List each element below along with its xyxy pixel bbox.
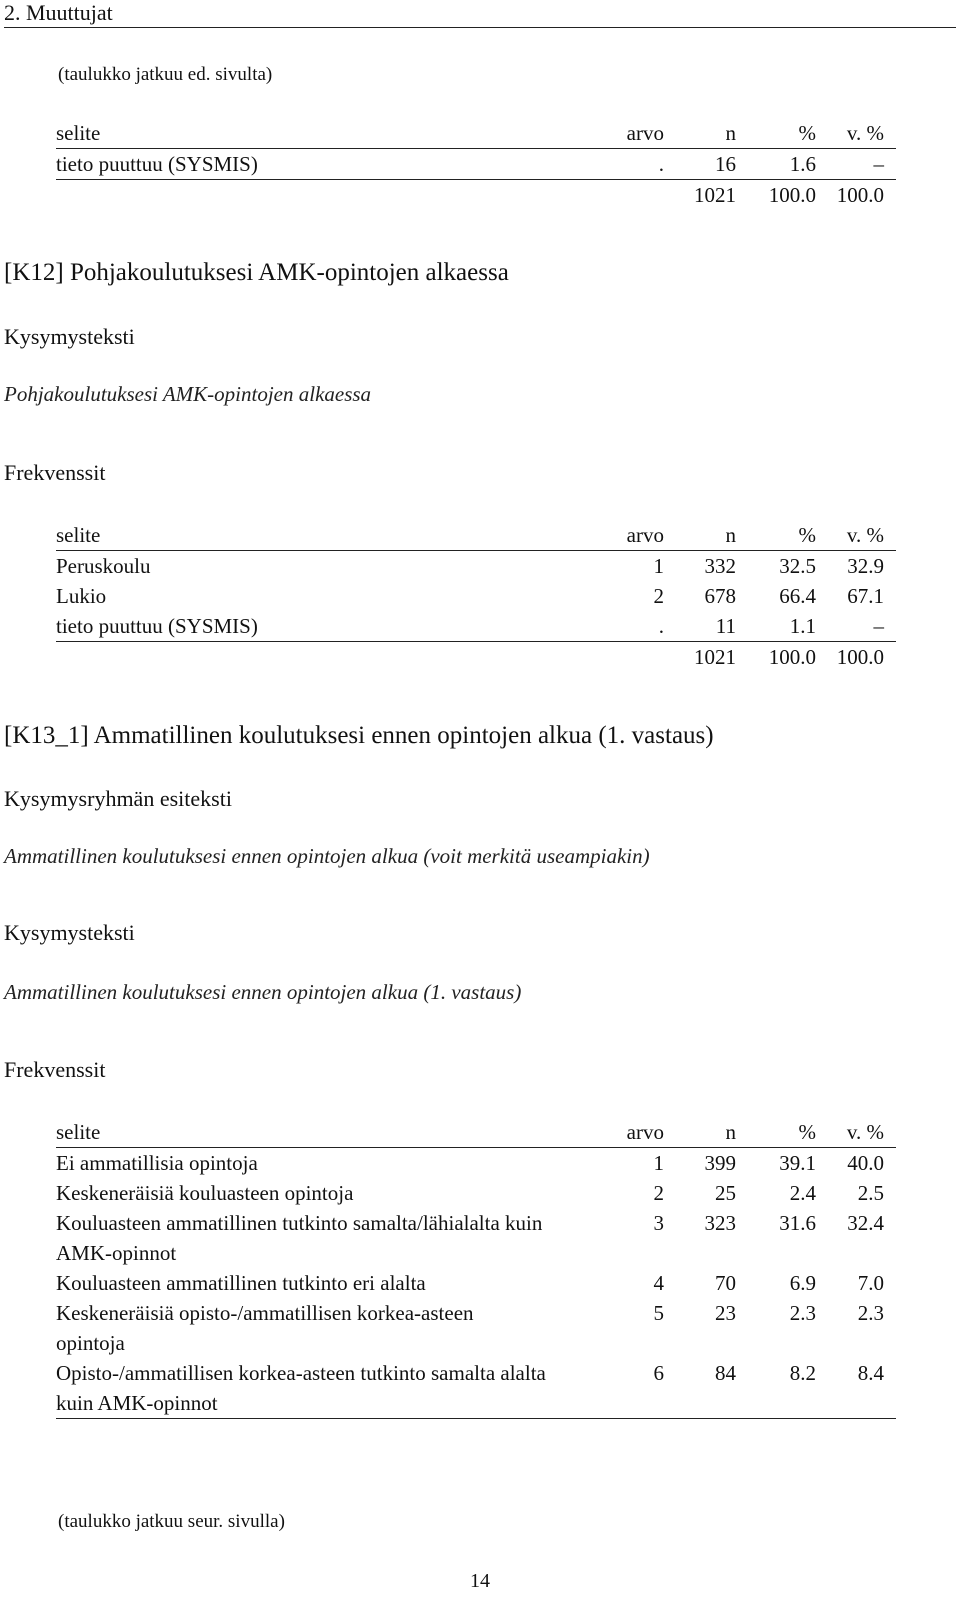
row-pct: 39.1 [779, 1151, 816, 1175]
continued-from-note: (taulukko jatkuu ed. sivulta) [58, 64, 273, 85]
col-header-value: arvo [596, 118, 664, 149]
row-label: Opisto-/ammatillisen korkea-asteen tutkinto samalta alalta kuin AMK-opinnot [56, 1358, 596, 1419]
row-pct: 1.6 [736, 149, 816, 180]
row-vpct: 32.4 [847, 1211, 884, 1235]
frequency-label-k13-1: Frekvenssit [4, 1057, 106, 1082]
table-header-row [56, 520, 896, 551]
table-row [56, 149, 896, 180]
total-pct: 100.0 [768, 183, 816, 207]
table-row [56, 1298, 896, 1358]
row-pct: 6.9 [789, 1271, 816, 1295]
group-text-k13-1: Ammatillinen koulutuksesi ennen opintojen alkua (voit merkitä useampiakin) [4, 844, 650, 868]
row-label: Kouluasteen ammatillinen tutkinto samalta/lähialalta kuin AMK-opinnot [56, 1211, 543, 1265]
row-vpct: 2.3 [857, 1301, 884, 1325]
col-header-pct: % [736, 118, 816, 149]
total-row [56, 180, 896, 211]
row-pct: 8.2 [736, 1358, 816, 1419]
row-n: 84 [664, 1358, 736, 1419]
question-label-k13-1: Kysymysteksti [4, 920, 135, 945]
row-n: 399 [704, 1151, 736, 1175]
section-title-k13-1: [K13_1] Ammatillinen koulutuksesi ennen opintojen alkua (1. vastaus) [4, 722, 714, 749]
table-row [56, 1358, 896, 1419]
row-vpct: 32.9 [847, 554, 884, 578]
col-header-n: n [664, 520, 736, 551]
row-pct: 66.4 [779, 584, 816, 608]
row-vpct: – [816, 611, 896, 642]
row-n: 323 [704, 1211, 736, 1235]
group-label-k13-1: Kysymysryhmän esiteksti [4, 786, 232, 811]
row-n: 678 [704, 584, 736, 608]
row-value: . [596, 149, 664, 180]
row-label: tieto puuttuu (SYSMIS) [56, 611, 596, 642]
row-value: 2 [653, 1181, 664, 1205]
row-vpct: 40.0 [847, 1151, 884, 1175]
row-vpct: 7.0 [857, 1271, 884, 1295]
running-head: 2. Muuttujat [4, 0, 113, 25]
frequency-table-continued [56, 118, 896, 210]
table-row [56, 581, 896, 611]
row-label: tieto puuttuu (SYSMIS) [56, 149, 596, 180]
total-row [56, 642, 896, 673]
row-vpct: 8.4 [816, 1358, 896, 1419]
row-value: 1 [653, 1151, 664, 1175]
total-n: 1021 [694, 645, 736, 669]
row-vpct: 67.1 [847, 584, 884, 608]
header-rule [4, 27, 956, 28]
row-label: Keskeneräisiä opisto-/ammatillisen korkea-asteen opintoja [56, 1301, 474, 1355]
row-value: 1 [653, 554, 664, 578]
col-header-vpct: v. % [816, 118, 896, 149]
row-label: Ei ammatillisia opintoja [56, 1151, 258, 1175]
frequency-table-k12 [56, 520, 896, 672]
continued-to-note: (taulukko jatkuu seur. sivulla) [58, 1511, 285, 1532]
row-value: 6 [596, 1358, 664, 1419]
total-pct: 100.0 [768, 645, 816, 669]
row-n: 70 [715, 1271, 736, 1295]
table-row [56, 551, 896, 582]
row-n: 16 [664, 149, 736, 180]
row-label: Peruskoulu [56, 554, 151, 578]
table-row [56, 1178, 896, 1208]
row-value: 2 [653, 584, 664, 608]
row-label: Lukio [56, 584, 107, 608]
col-header-label: selite [56, 1117, 596, 1148]
row-value: 5 [653, 1301, 664, 1325]
question-label-k12: Kysymysteksti [4, 324, 135, 349]
col-header-value: arvo [596, 1117, 664, 1148]
question-text-k13-1: Ammatillinen koulutuksesi ennen opintojen alkua (1. vastaus) [4, 980, 522, 1004]
col-header-vpct: v. % [816, 520, 896, 551]
row-n: 11 [664, 611, 736, 642]
col-header-n: n [664, 1117, 736, 1148]
table-row [56, 1148, 896, 1179]
row-pct: 32.5 [779, 554, 816, 578]
page-number: 14 [470, 1570, 490, 1592]
total-vpct: 100.0 [836, 183, 884, 207]
row-value: 4 [653, 1271, 664, 1295]
col-header-pct: % [736, 520, 816, 551]
frequency-table-k13-1 [56, 1117, 896, 1419]
table-header-row [56, 118, 896, 149]
row-value: . [596, 611, 664, 642]
section-title-k12: [K12] Pohjakoulutuksesi AMK-opintojen alkaessa [4, 259, 509, 286]
col-header-value: arvo [596, 520, 664, 551]
col-header-pct: % [736, 1117, 816, 1148]
row-pct: 1.1 [736, 611, 816, 642]
col-header-vpct: v. % [816, 1117, 896, 1148]
col-header-n: n [664, 118, 736, 149]
total-vpct: 100.0 [836, 645, 884, 669]
col-header-label: selite [56, 118, 596, 149]
table-row [56, 611, 896, 642]
question-text-k12: Pohjakoulutuksesi AMK-opintojen alkaessa [4, 382, 372, 406]
table-header-row [56, 1117, 896, 1148]
row-n: 23 [715, 1301, 736, 1325]
row-value: 3 [653, 1211, 664, 1235]
row-n: 332 [704, 554, 736, 578]
table-row [56, 1208, 896, 1268]
col-header-label: selite [56, 520, 596, 551]
row-pct: 2.3 [789, 1301, 816, 1325]
row-vpct: 2.5 [857, 1181, 884, 1205]
frequency-label-k12: Frekvenssit [4, 460, 106, 485]
total-n: 1021 [694, 183, 736, 207]
table-row [56, 1268, 896, 1298]
row-vpct: – [816, 149, 896, 180]
row-label: Keskeneräisiä kouluasteen opintoja [56, 1181, 354, 1205]
row-pct: 31.6 [779, 1211, 816, 1235]
row-n: 25 [715, 1181, 736, 1205]
row-label: Kouluasteen ammatillinen tutkinto eri alalta [56, 1271, 426, 1295]
row-pct: 2.4 [789, 1181, 816, 1205]
